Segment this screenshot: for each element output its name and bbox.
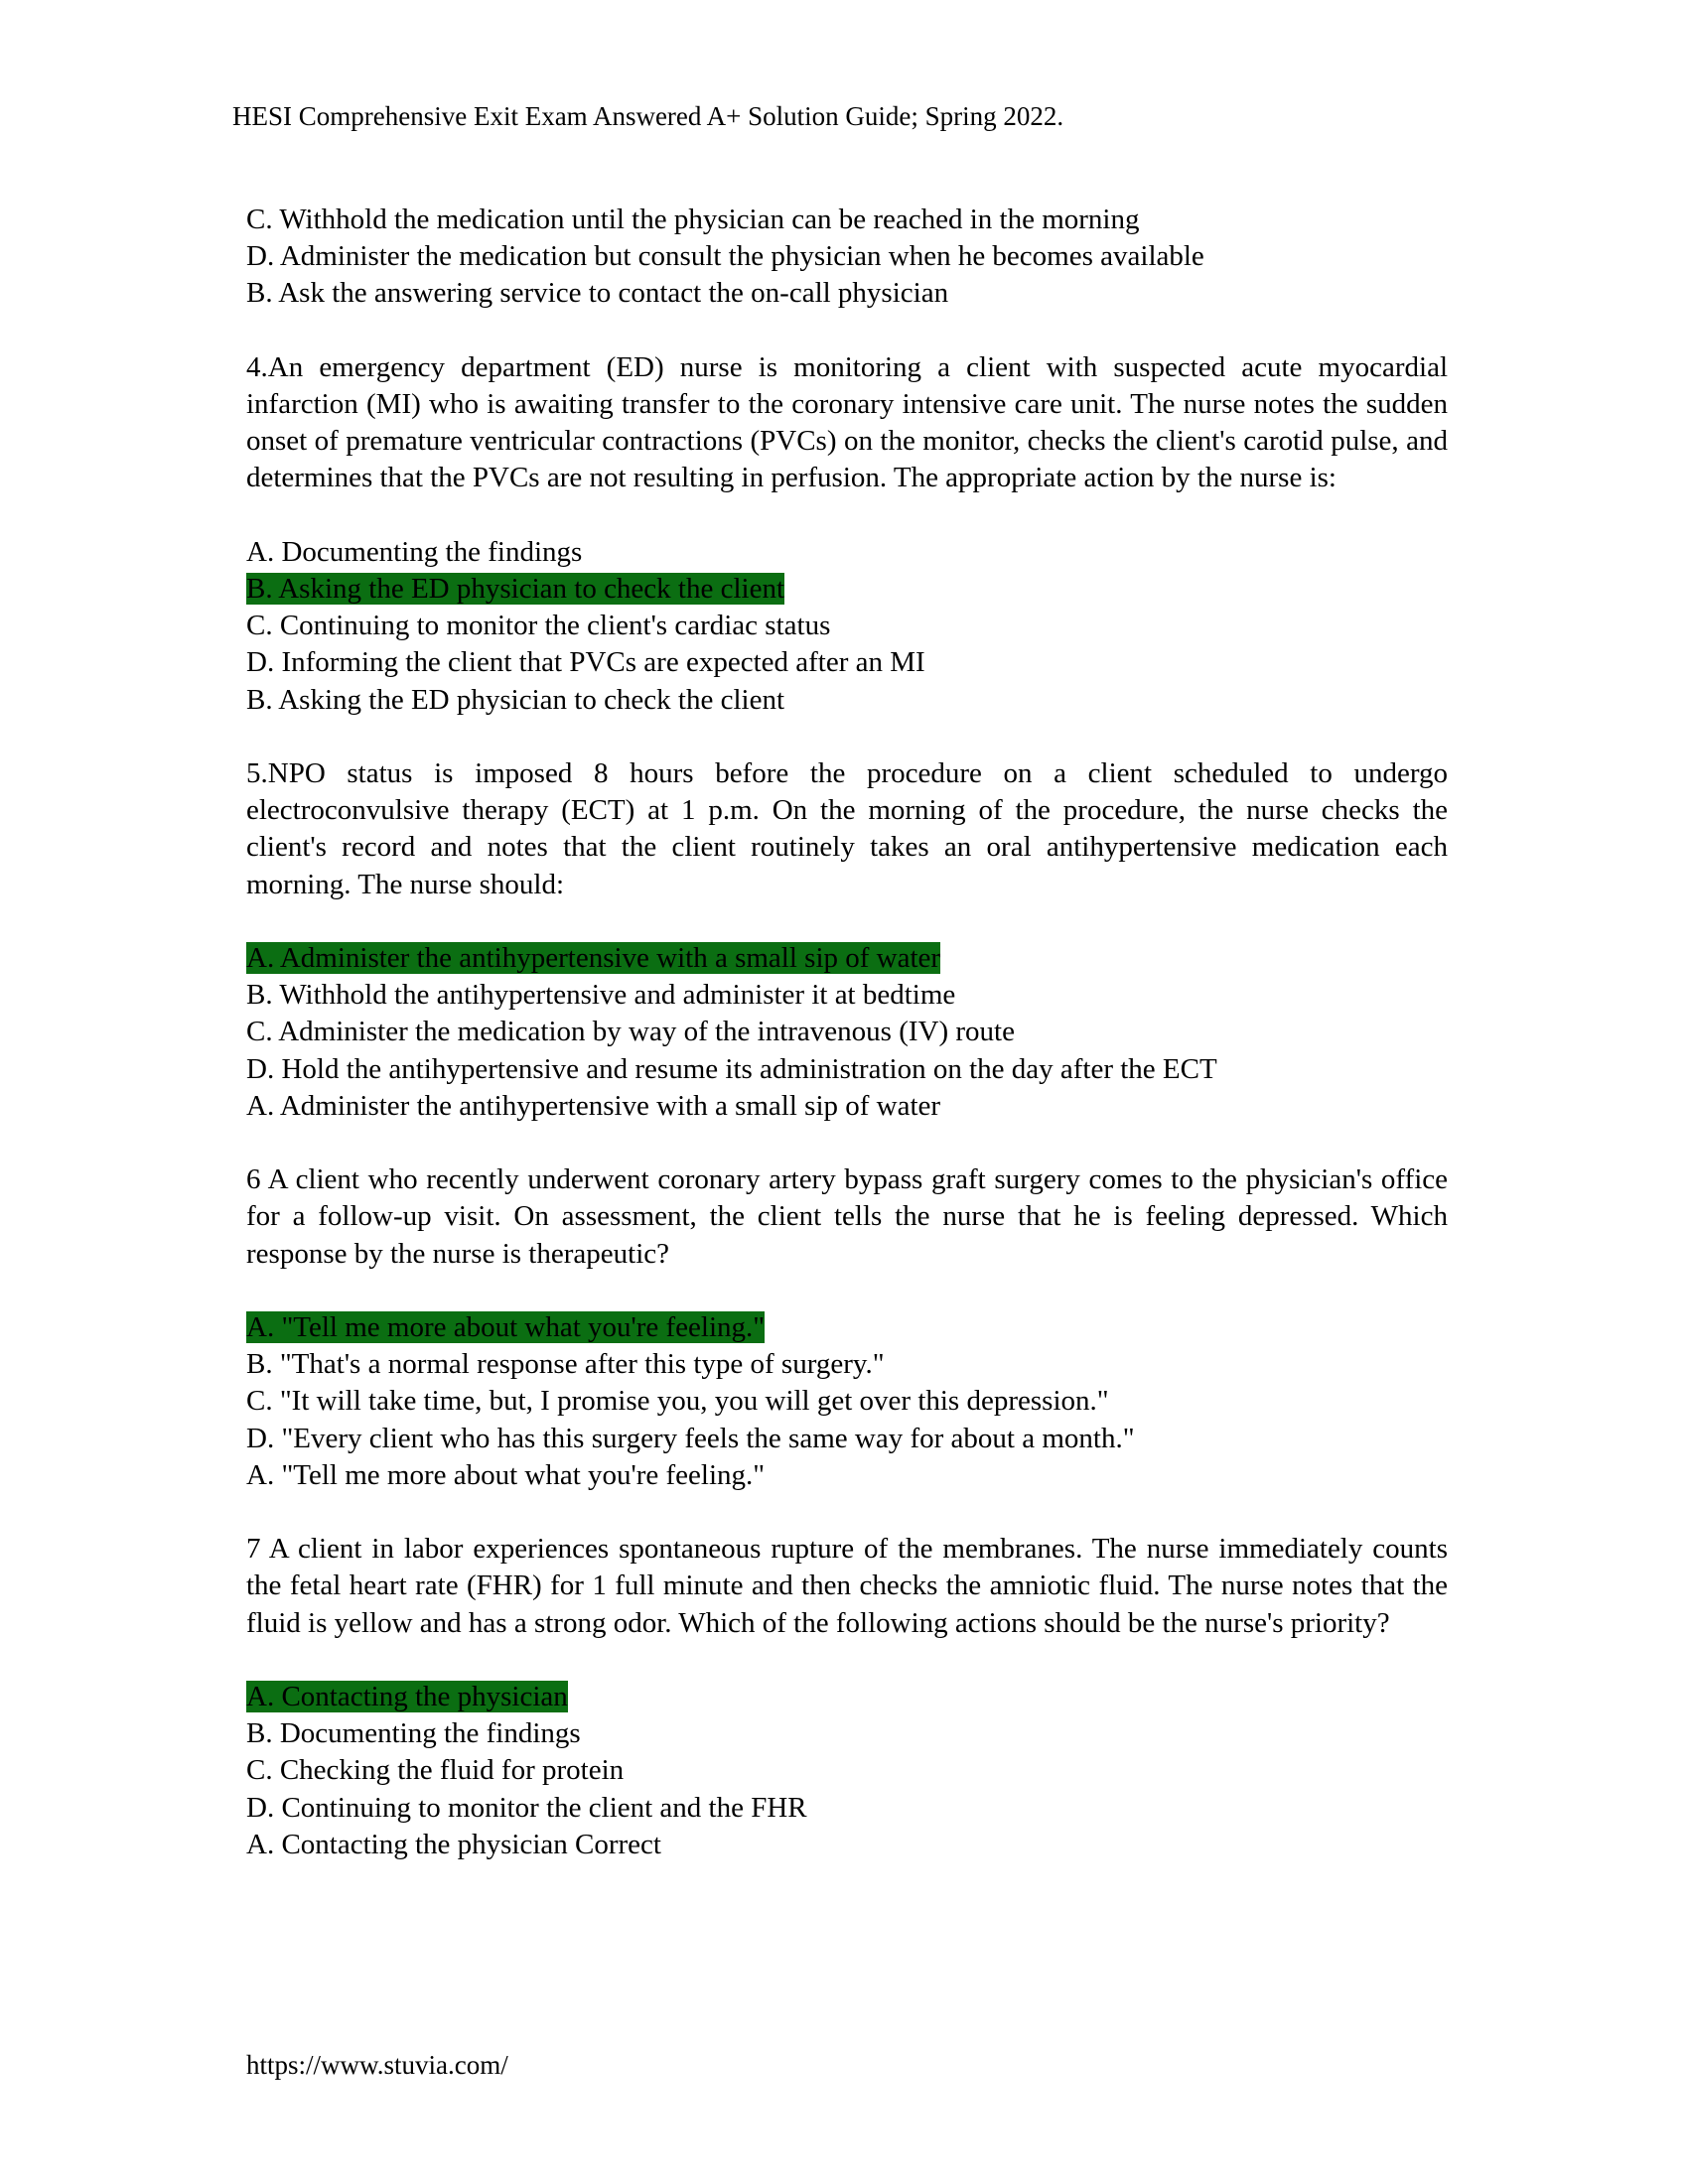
question-6-options	[246, 1309, 1448, 1494]
q5-option-a-highlighted: A. Administer the antihypertensive with a small sip of water	[246, 942, 941, 974]
question-4-options	[246, 534, 1448, 719]
q5-stem-text: 5.NPO status is imposed 8 hours before the procedure on a client scheduled to undergo electroconvulsive therapy (ECT) at 1 p.m. On the morning of the procedure, the nurse checks the client's record and notes that the client routinely takes an oral antihypertensive medication each morning. The nurse should:	[246, 757, 1448, 900]
q7-answer: A. Contacting the physician Correct	[246, 1828, 661, 1860]
q4-option-a: A. Documenting the findings	[246, 535, 583, 568]
question-4-stem	[246, 349, 1448, 497]
q5-option-c: C. Administer the medication by way of the intravenous (IV) route	[246, 1016, 1015, 1048]
question-5-options	[246, 940, 1448, 1125]
q5-option-d: D. Hold the antihypertensive and resume its administration on the day after the ECT	[246, 1052, 1217, 1085]
question-7-options	[246, 1679, 1448, 1863]
q4-option-b-highlighted: B. Asking the ED physician to check the client	[246, 573, 785, 605]
q4-option-d: D. Informing the client that PVCs are expected after an MI	[246, 646, 925, 679]
question-6-stem	[246, 1161, 1448, 1273]
q7-option-a-highlighted: A. Contacting the physician	[246, 1681, 568, 1712]
q7-option-b: B. Documenting the findings	[246, 1717, 581, 1750]
q6-option-a-row	[246, 1309, 1448, 1346]
q3-option-d: D. Administer the medication but consult the physician when he becomes available	[246, 240, 1204, 273]
q7-option-a-row	[246, 1679, 1448, 1715]
q7-option-d: D. Continuing to monitor the client and the FHR	[246, 1791, 807, 1824]
q6-option-d: D. "Every client who has this surgery feels the same way for about a month."	[246, 1422, 1135, 1454]
q6-option-a-highlighted: A. "Tell me more about what you're feeling."	[246, 1311, 766, 1343]
question-5-stem	[246, 755, 1448, 903]
q6-option-b: B. "That's a normal response after this type of surgery."	[246, 1348, 885, 1381]
q5-option-b: B. Withhold the antihypertensive and administer it at bedtime	[246, 979, 956, 1012]
q5-answer: A. Administer the antihypertensive with a small sip of water	[246, 1089, 941, 1122]
question-3-options	[246, 202, 1448, 313]
q6-answer: A. "Tell me more about what you're feeling."	[246, 1458, 766, 1491]
q5-option-a-row	[246, 940, 1448, 977]
q4-option-c: C. Continuing to monitor the client's cardiac status	[246, 610, 831, 642]
q7-stem-text: 7 A client in labor experiences spontaneous rupture of the membranes. The nurse immediately counts the fetal heart rate (FHR) for 1 full minute and then checks the amniotic fluid. The nurse notes that the fluid is yellow and has a strong odor. Which of the following actions should be the nurse's priority?	[246, 1533, 1448, 1639]
q6-option-c: C. "It will take time, but, I promise you, you will get over this depression."	[246, 1385, 1109, 1418]
q4-answer: B. Asking the ED physician to check the client	[246, 683, 785, 716]
page-footer-url: https://www.stuvia.com/	[246, 2050, 508, 2080]
question-7-stem	[246, 1531, 1448, 1642]
q4-option-b-row	[246, 571, 1448, 608]
q4-stem-text: 4.An emergency department (ED) nurse is monitoring a client with suspected acute myocardial infarction (MI) who is awaiting transfer to the coronary intensive care unit. The nurse notes the sudden onset of premature ventricular contractions (PVCs) on the monitor, checks the client's carotid pulse, and determines that the PVCs are not resulting in perfusion. The appropriate action by the nurse is:	[246, 350, 1448, 494]
document-body	[246, 202, 1448, 1900]
page-header: HESI Comprehensive Exit Exam Answered A+ Solution Guide; Spring 2022.	[232, 101, 1064, 131]
q7-option-c: C. Checking the fluid for protein	[246, 1754, 625, 1787]
q6-stem-text: 6 A client who recently underwent coronary artery bypass graft surgery comes to the physician's office for a follow-up visit. On assessment, the client tells the nurse that he is feeling depressed. Which response by the nurse is therapeutic?	[246, 1163, 1448, 1270]
q3-answer: B. Ask the answering service to contact the on-call physician	[246, 277, 949, 310]
q3-option-c: C. Withhold the medication until the physician can be reached in the morning	[246, 204, 1140, 235]
